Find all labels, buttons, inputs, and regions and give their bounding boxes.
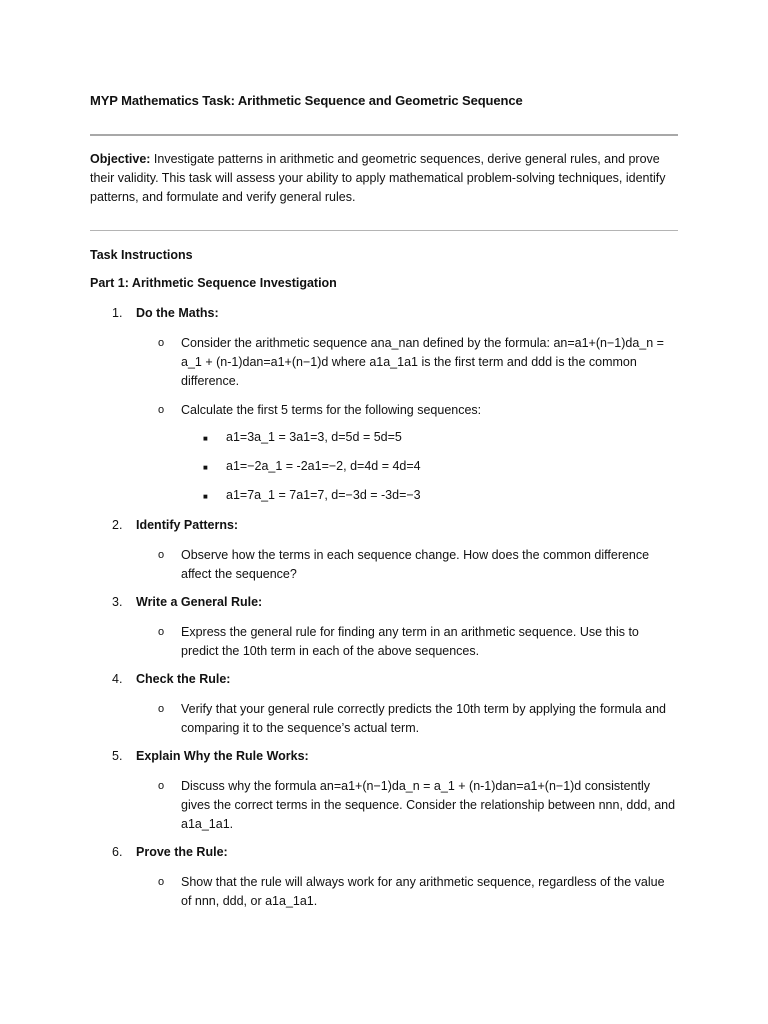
step-label: Prove the Rule:: [136, 845, 228, 859]
sequence-item: a1=−2a_1 = -2a1=−2, d=4d = 4d=4: [226, 459, 421, 473]
step-number: 2.: [112, 518, 123, 532]
step-number: 1.: [112, 306, 123, 320]
bullet-circle-icon: o: [158, 876, 165, 888]
divider-bottom: [90, 230, 678, 231]
bullet-circle-icon: o: [158, 703, 165, 715]
step-number: 6.: [112, 845, 123, 859]
sequence-item: a1=7a_1 = 7a1=7, d=−3d = -3d=−3: [226, 488, 421, 502]
step-label: Check the Rule:: [136, 672, 231, 686]
step-bullet: Calculate the first 5 terms for the following sequences:: [181, 403, 482, 417]
step-number: 5.: [112, 749, 123, 763]
step-label: Write a General Rule:: [136, 595, 263, 609]
bullet-circle-icon: o: [158, 337, 165, 349]
step-bullet: Discuss why the formula an=a1+(n−1)da_n = a_1 + (n-1)dan=a1+(n−1)d consistently gives the correct terms in the sequence. Consider the relationship between nnn, ddd, and a1a_1a1.: [181, 779, 676, 831]
step-label: Do the Maths:: [136, 306, 219, 320]
objective-text: Investigate patterns in arithmetic and geometric sequences, derive general rules, and prove their validity. This task will assess your ability to apply mathematical problem-solving techniques, identify patterns, and formulate and verify general rules.: [90, 152, 666, 204]
bullet-circle-icon: o: [158, 404, 165, 416]
document-title: MYP Mathematics Task: Arithmetic Sequence and Geometric Sequence: [90, 93, 523, 108]
step-number: 3.: [112, 595, 123, 609]
step-number: 4.: [112, 672, 123, 686]
bullet-circle-icon: o: [158, 780, 165, 792]
bullet-square-icon: ■: [203, 492, 208, 501]
objective-label: Objective:: [90, 152, 151, 166]
part1-heading: Part 1: Arithmetic Sequence Investigation: [90, 276, 337, 290]
step-bullet: Observe how the terms in each sequence change. How does the common difference affect the sequence?: [181, 548, 650, 581]
bullet-circle-icon: o: [158, 626, 165, 638]
divider-top: [90, 134, 678, 136]
step-bullet: Show that the rule will always work for any arithmetic sequence, regardless of the value of nnn, ddd, or a1a_1a1.: [181, 875, 665, 908]
bullet-square-icon: ■: [203, 463, 208, 472]
step-bullet: Consider the arithmetic sequence ana_nan defined by the formula: an=a1+(n−1)da_n = a_1 + (n-1)dan=a1+(n−1)d where a1a_1a1 is the first term and ddd is the common difference.: [181, 336, 664, 388]
bullet-square-icon: ■: [203, 434, 208, 443]
step-bullet: Express the general rule for finding any term in an arithmetic sequence. Use this to predict the 10th term in each of the above sequences.: [181, 625, 639, 658]
bullet-circle-icon: o: [158, 549, 165, 561]
sequence-item: a1=3a_1 = 3a1=3, d=5d = 5d=5: [226, 430, 402, 444]
objective-paragraph: [90, 150, 680, 207]
step-label: Identify Patterns:: [136, 518, 239, 532]
step-bullet: Verify that your general rule correctly predicts the 10th term by applying the formula and comparing it to the sequence’s actual term.: [181, 702, 666, 735]
step-label: Explain Why the Rule Works:: [136, 749, 309, 763]
task-instructions-heading: Task Instructions: [90, 248, 193, 262]
